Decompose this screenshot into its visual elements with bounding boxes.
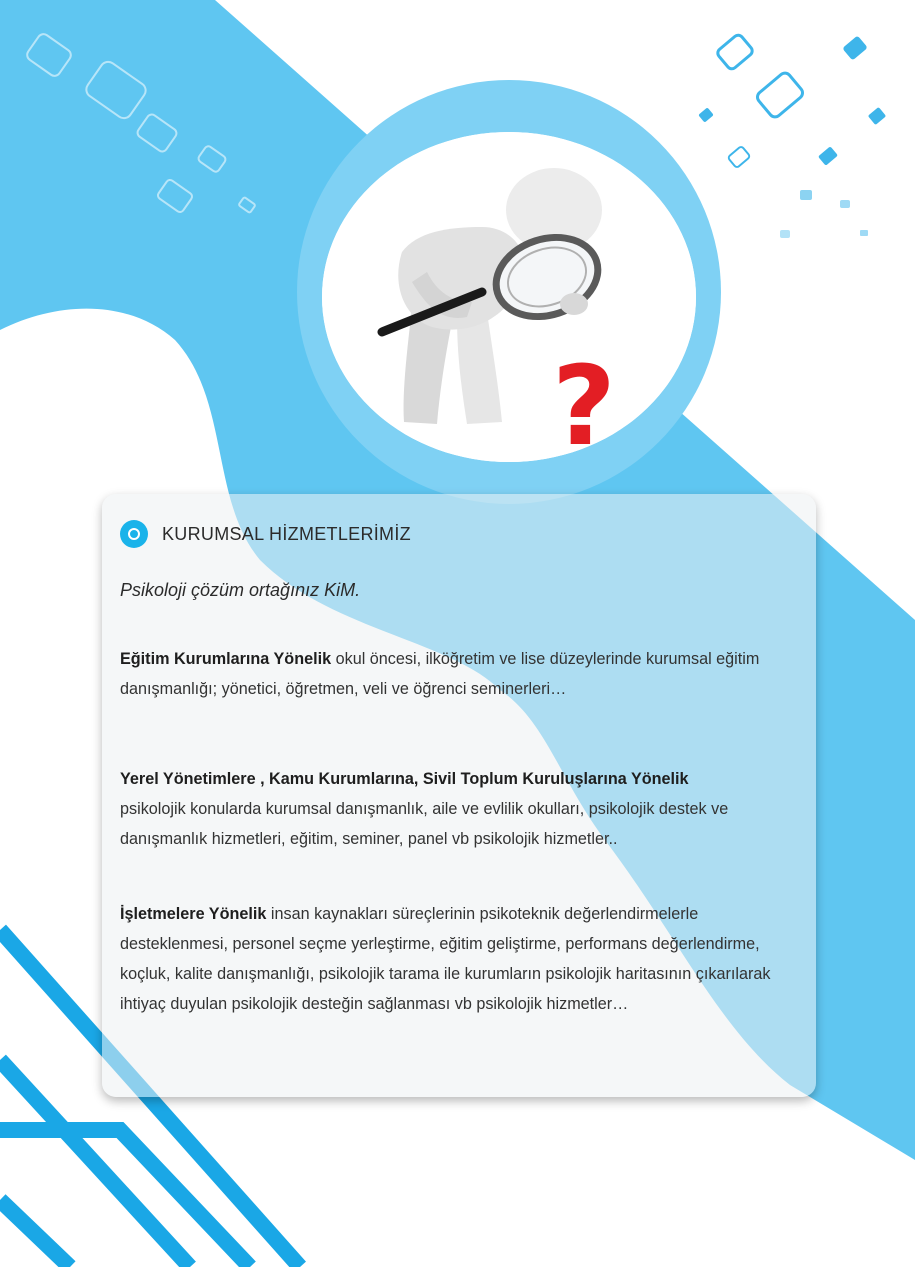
section-heading	[120, 520, 411, 548]
paragraph-public-institutions	[120, 764, 804, 854]
section-title: KURUMSAL HİZMETLERİMİZ	[162, 523, 411, 544]
paragraph-lead: Eğitim Kurumlarına Yönelik	[120, 650, 332, 668]
person-with-magnifier-illustration	[322, 132, 696, 462]
services-card	[102, 494, 816, 1097]
tagline: Psikoloji çözüm ortağınız KiM.	[120, 580, 361, 600]
paragraph-body: psikolojik konularda kurumsal danışmanlık, aile ve evlilik okulları, psikolojik destek ve danışmanlık hizmetleri, eğitim, seminer, panel vb psikolojik hizmetler..	[120, 800, 729, 848]
svg-text:?: ?	[552, 342, 616, 462]
paragraph-education	[120, 644, 804, 704]
circle-bullet-icon	[120, 520, 148, 548]
paragraph-lead: Yerel Yönetimlere , Kamu Kurumlarına, Sivil Toplum Kuruluşlarına Yönelik	[120, 770, 689, 788]
paragraph-businesses	[120, 899, 804, 1019]
paragraph-lead: İşletmelere Yönelik	[120, 905, 267, 923]
paragraph-body: okul öncesi, ilköğretim ve lise düzeylerinde kurumsal eğitim danışmanlığı; yönetici, öğretmen, veli ve öğrenci seminerleri…	[120, 650, 760, 698]
illustration-circle	[322, 132, 696, 462]
paragraph-body: insan kaynakları süreçlerinin psikoteknik değerlendirmelerle desteklenmesi, personel seçme yerleştirme, eğitim geliştirme, performans değerlendirme, koçluk, kalite danışmanlığı, psikolojik tarama ile kurumların psikolojik haritasının çıkarılarak ihtiyaç duyulan psikolojik desteğin sağlanması vb psikolojik hizmetler…	[120, 905, 771, 1013]
top-right-squares	[698, 33, 886, 238]
